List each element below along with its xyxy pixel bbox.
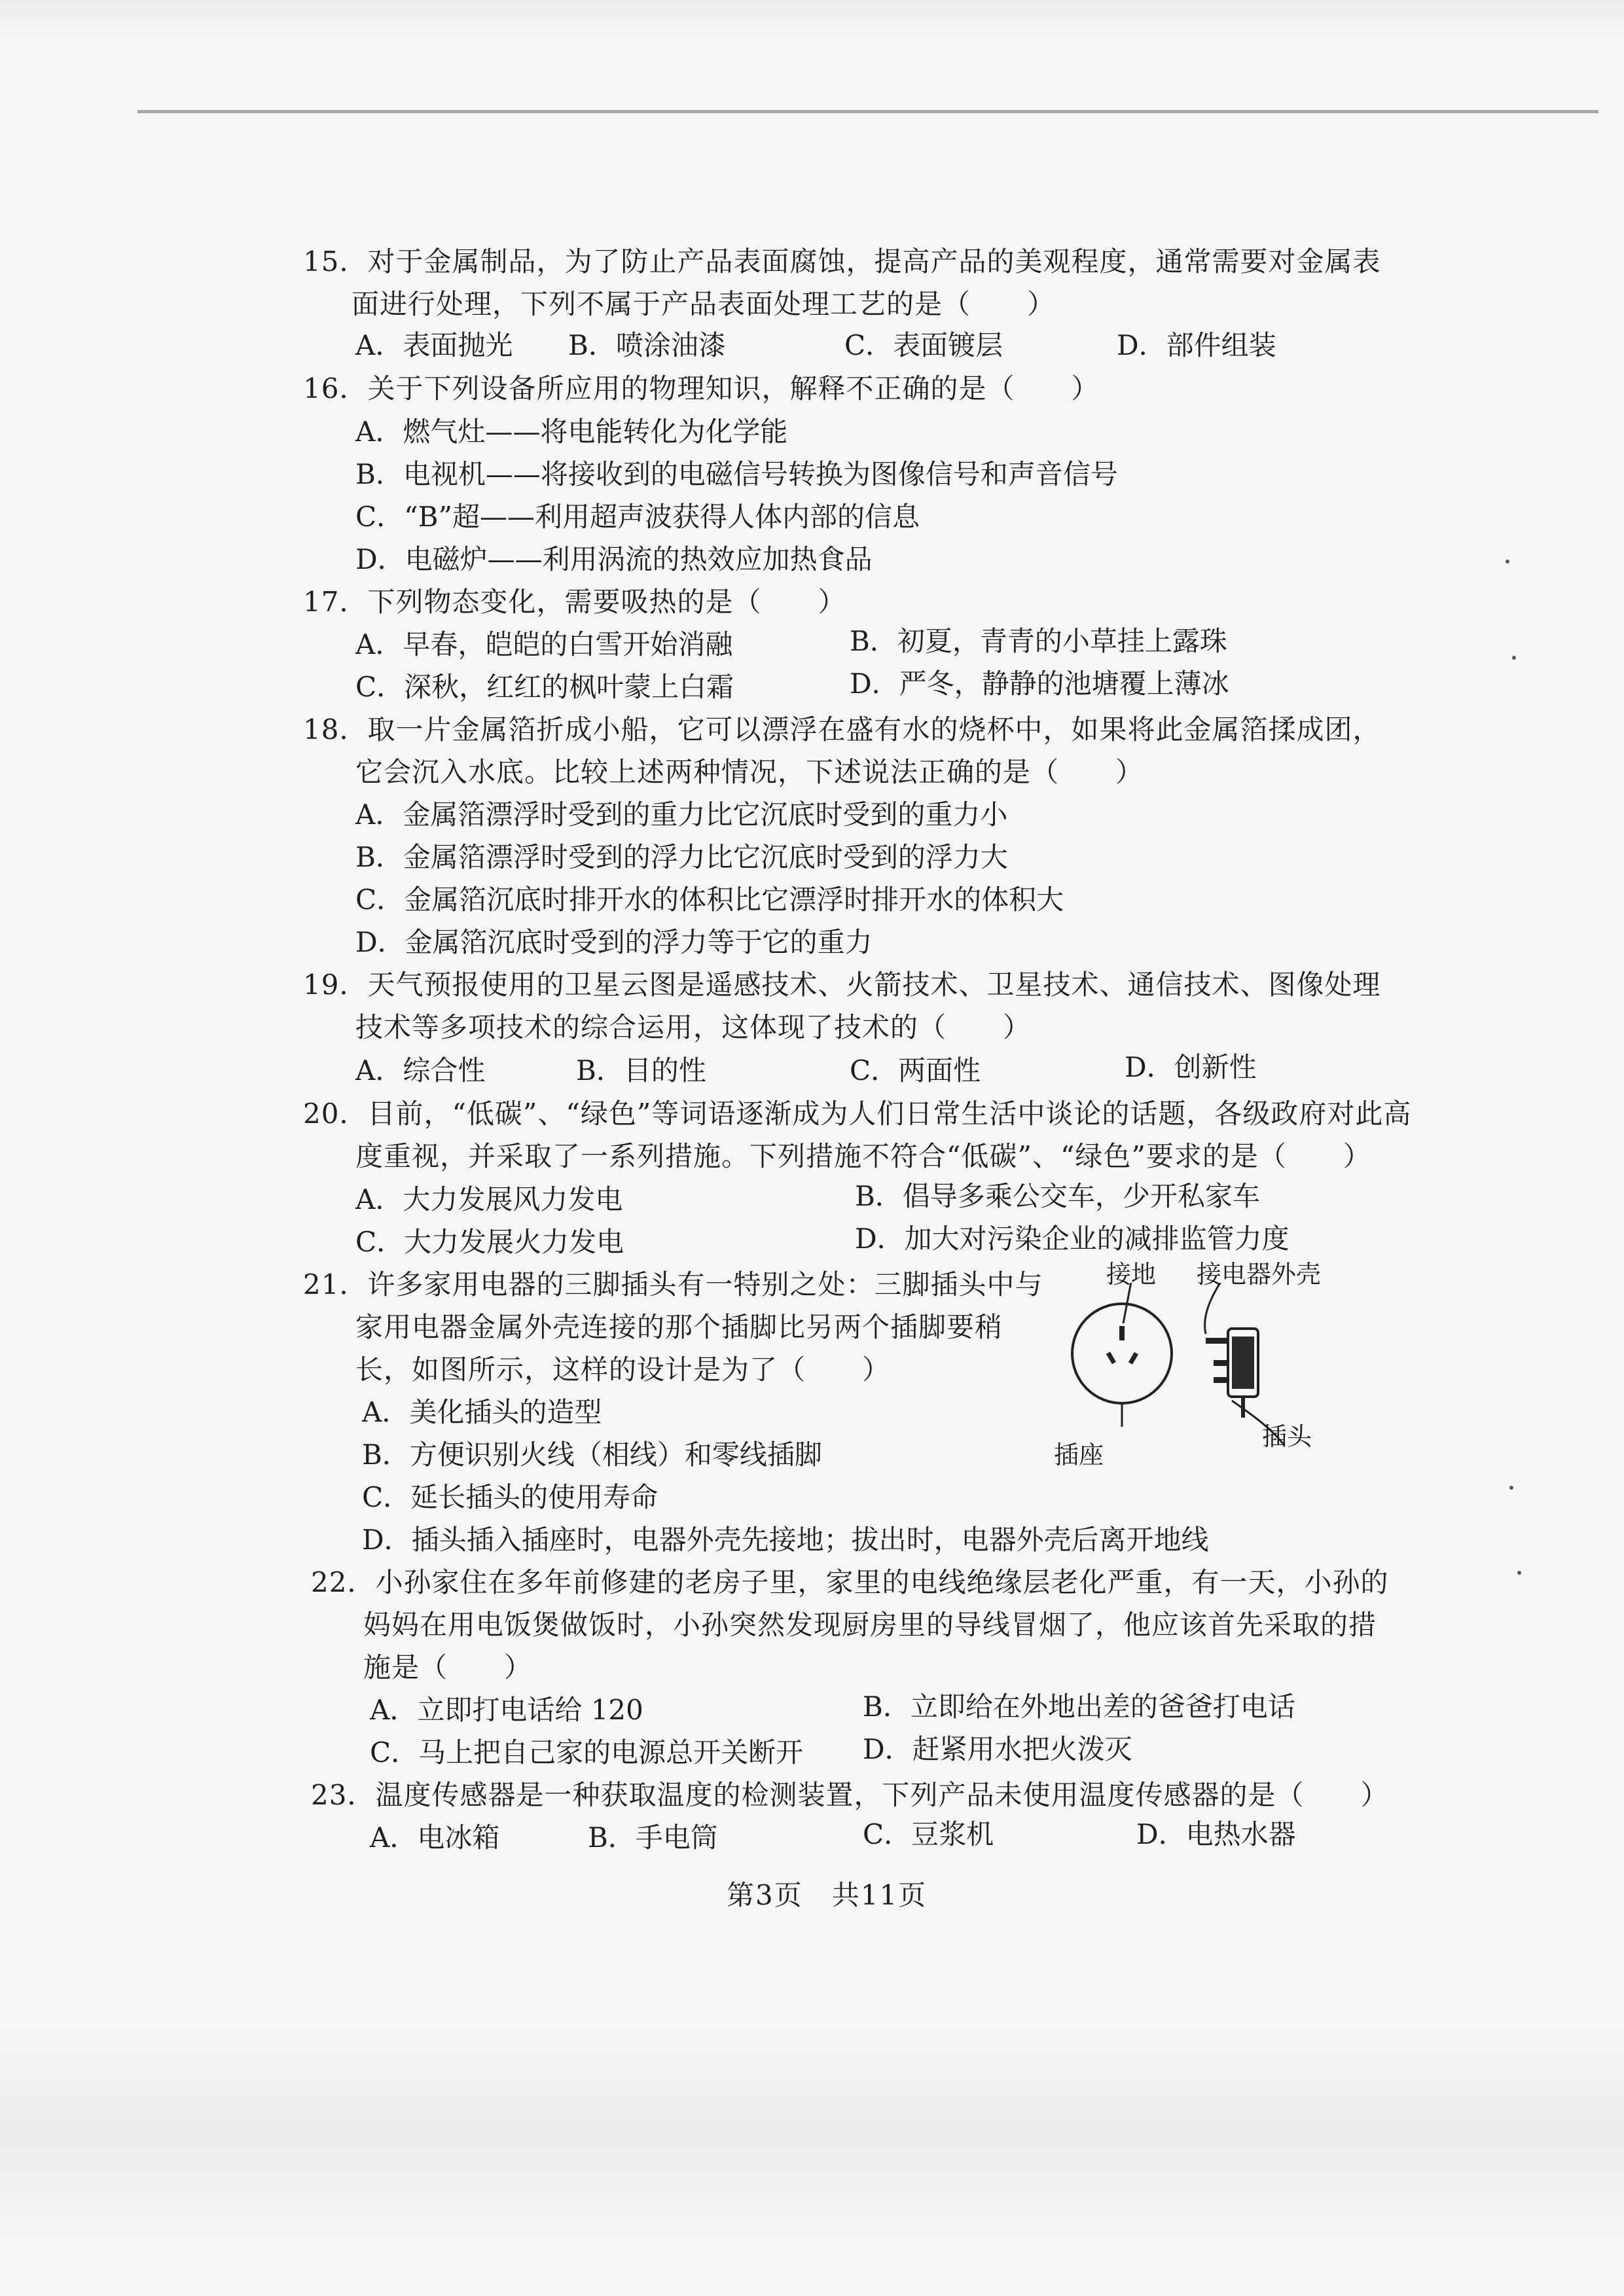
option-a: A．早春，皑皑的白雪开始消融 — [355, 628, 733, 660]
option-b: B．目的性 — [576, 1054, 706, 1086]
option-a: A．综合性 — [355, 1054, 486, 1086]
question-stem: 17．下列物态变化，需要吸热的是（ ） — [303, 586, 846, 618]
question-stem: 技术等多项技术的综合运用，这体现了技术的（ ） — [355, 1011, 1032, 1043]
question-stem: 16．关于下列设备所应用的物理知识，解释不正确的是（ ） — [303, 372, 1100, 404]
option-d: D．创新性 — [1125, 1051, 1257, 1083]
option-a: A．大力发展风力发电 — [355, 1183, 623, 1215]
figure-label-plug: 插头 — [1262, 1422, 1312, 1451]
socket-slot-right — [1128, 1352, 1138, 1365]
option-a: A．电冰箱 — [370, 1821, 500, 1854]
question-stem: 20．目前，“低碳”、“绿色”等词语逐渐成为人们日常生活中谈论的话题，各级政府对此高 — [303, 1098, 1412, 1130]
scan-speck — [1512, 656, 1516, 660]
socket-ground-slot — [1119, 1326, 1125, 1340]
question-stem: 15．对于金属制品，为了防止产品表面腐蚀，提高产品的美观程度，通常需要对金属表 — [303, 245, 1381, 278]
option-c: C．两面性 — [850, 1054, 981, 1086]
option-b: B．金属箔漂浮时受到的浮力比它沉底时受到的浮力大 — [355, 841, 1008, 873]
option-c: C．豆浆机 — [863, 1818, 994, 1850]
option-a: A．美化插头的造型 — [362, 1396, 602, 1428]
option-c: C．“B”超——利用超声波获得人体内部的信息 — [355, 501, 920, 533]
option-b: B．手电筒 — [588, 1821, 718, 1854]
question-stem: 度重视，并采取了一系列措施。下列措施不符合“低碳”、“绿色”要求的是（ ） — [355, 1140, 1371, 1172]
option-d: D．严冬，静静的池塘覆上薄冰 — [850, 668, 1229, 700]
option-c: C．金属箔沉底时排开水的体积比它漂浮时排开水的体积大 — [355, 884, 1064, 916]
question-stem: 19．天气预报使用的卫星云图是遥感技术、火箭技术、卫星技术、通信技术、图像处理 — [303, 969, 1381, 1001]
question-stem: 它会沉入水底。比较上述两种情况，下述说法正确的是（ ） — [355, 756, 1144, 788]
option-b: B．立即给在外地出差的爸爸打电话 — [863, 1691, 1295, 1723]
option-a: A．表面抛光 — [355, 329, 513, 361]
figure-label-socket: 插座 — [1054, 1441, 1104, 1469]
option-a: A．金属箔漂浮时受到的重力比它沉底时受到的重力小 — [355, 798, 1008, 831]
scan-speck — [1506, 560, 1509, 564]
plug-icon — [1206, 1329, 1258, 1418]
option-c: C．马上把自己家的电源总开关断开 — [370, 1736, 804, 1768]
question-stem: 18．取一片金属箔折成小船，它可以漂浮在盛有水的烧杯中，如果将此金属箔揉成团， — [303, 713, 1381, 745]
socket-slot-left — [1106, 1352, 1116, 1364]
question-stem: 施是（ ） — [363, 1651, 533, 1683]
scan-speck — [1517, 1571, 1521, 1575]
header-rule — [137, 110, 1598, 113]
question-stem: 23．温度传感器是一种获取温度的检测装置，下列产品未使用温度传感器的是（ ） — [311, 1779, 1389, 1811]
scan-speck — [1509, 1486, 1513, 1490]
question-stem: 21．许多家用电器的三脚插头有一特别之处：三脚插头中与 — [303, 1268, 1043, 1300]
figure-label-ground: 接地 — [1106, 1260, 1157, 1289]
option-a: A．燃气灶——将电能转化为化学能 — [355, 416, 788, 448]
option-b: B．倡导多乘公交车，少开私家车 — [855, 1180, 1260, 1212]
question-stem: 家用电器金属外壳连接的那个插脚比另两个插脚要稍 — [355, 1311, 1003, 1343]
option-d: D．电磁炉——利用涡流的热效应加热食品 — [355, 543, 873, 575]
option-b: B．喷涂油漆 — [568, 329, 726, 361]
option-b: B．方便识别火线（相线）和零线插脚 — [362, 1439, 822, 1471]
option-d: D．电热水器 — [1136, 1818, 1296, 1850]
option-b: B．初夏，青青的小草挂上露珠 — [850, 625, 1227, 657]
option-d: D．金属箔沉底时受到的浮力等于它的重力 — [355, 926, 873, 958]
option-d: D．赶紧用水把火泼灭 — [863, 1733, 1132, 1765]
option-c: C．延长插头的使用寿命 — [362, 1481, 659, 1513]
figure-label-shell: 接电器外壳 — [1197, 1260, 1322, 1289]
question-stem: 22．小孙家住在多年前修建的老房子里，家里的电线绝缘层老化严重，有一天，小孙的 — [311, 1566, 1389, 1598]
option-c: C．大力发展火力发电 — [355, 1226, 624, 1258]
option-c: C．表面镀层 — [844, 329, 1003, 361]
scan-shadow-bottom — [0, 2022, 1624, 2245]
question-stem: 长，如图所示，这样的设计是为了（ ） — [355, 1354, 891, 1386]
page-footer: 第3页 共11页 — [727, 1879, 928, 1911]
question-stem: 妈妈在用电饭煲做饭时，小孙突然发现厨房里的导线冒烟了，他应该首先采取的措 — [363, 1609, 1377, 1641]
option-d: D．部件组装 — [1117, 329, 1276, 361]
option-d: D．加大对污染企业的减排监管力度 — [855, 1223, 1290, 1255]
question-stem: 面进行处理，下列不属于产品表面处理工艺的是（ ） — [352, 288, 1056, 320]
socket-icon — [1072, 1304, 1172, 1403]
scan-shadow-top — [0, 0, 1624, 39]
option-b: B．电视机——将接收到的电磁信号转换为图像信号和声音信号 — [355, 458, 1118, 490]
option-d: D．插头插入插座时，电器外壳先接地；拔出时，电器外壳后离开地线 — [362, 1524, 1209, 1556]
option-a: A．立即打电话给 120 — [370, 1694, 643, 1726]
option-c: C．深秋，红红的枫叶蒙上白霜 — [355, 671, 734, 703]
